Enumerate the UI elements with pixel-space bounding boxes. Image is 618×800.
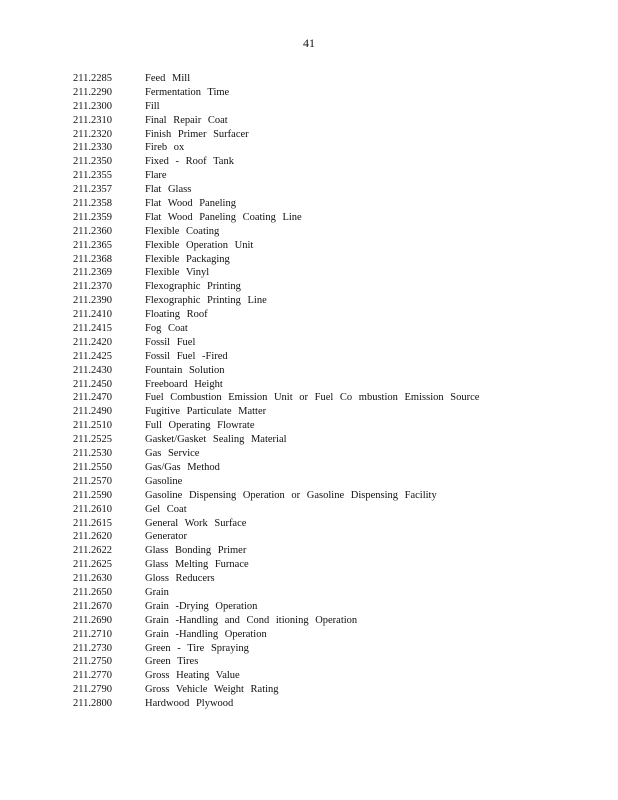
list-item [73,558,598,572]
section-code: 211.2570 [73,475,112,487]
list-item [73,503,598,517]
section-code: 211.2550 [73,461,112,473]
section-code: 211.2690 [73,614,112,626]
page-number: 41 [303,36,315,50]
section-code: 211.2490 [73,406,112,418]
section-code: 211.2650 [73,586,112,598]
list-item [73,669,598,683]
defined-term: Glass Melting Furnace [145,559,249,571]
defined-term: Fermentation Time [145,86,230,98]
list-item [73,447,598,461]
defined-term: Gross Vehicle Weight Rating [145,684,279,696]
section-code: 211.2630 [73,573,112,585]
defined-term: Floating Roof [145,309,208,321]
list-item [73,72,598,86]
list-item [73,391,598,405]
list-item [73,294,598,308]
defined-term: Gas Service [145,448,200,460]
section-code: 211.2285 [73,73,112,84]
defined-term: Flexographic Printing Line [145,295,267,307]
section-code: 211.2800 [73,698,112,710]
list-item [73,100,598,114]
section-code: 211.2320 [73,128,112,140]
defined-term: Feed Mill [145,73,191,84]
section-code: 211.2425 [73,350,112,362]
defined-term: Green Tires [145,656,199,668]
section-code: 211.2350 [73,156,112,168]
defined-term: Flat Wood Paneling Coating Line [145,211,302,223]
list-item [73,364,598,378]
section-code: 211.2790 [73,684,112,696]
section-code: 211.2510 [73,420,112,432]
list-item [73,614,598,628]
defined-term: Flat Wood Paneling [145,198,236,210]
section-code: 211.2390 [73,295,112,307]
defined-term: Flexible Packaging [145,253,230,265]
list-item [73,322,598,336]
defined-term: Gloss Reducers [145,573,215,585]
list-item [73,169,598,183]
defined-term: Green - Tire Spraying [145,642,249,654]
list-item [73,350,598,364]
list-item [73,642,598,656]
section-code: 211.2470 [73,392,112,404]
list-item [73,433,598,447]
section-code: 211.2368 [73,253,112,265]
list-item [73,517,598,531]
section-code: 211.2750 [73,656,112,668]
list-item [73,419,598,433]
defined-term: Grain -Drying Operation [145,600,258,612]
section-code: 211.2625 [73,559,112,571]
list-item [73,211,598,225]
defined-term: Finish Primer Surfacer [145,128,249,140]
defined-term: Flexible Operation Unit [145,239,254,251]
list-item [73,280,598,294]
list-item [73,683,598,697]
list-item [73,378,598,392]
defined-term: Hardwood Plywood [145,698,234,710]
section-code: 211.2359 [73,211,112,223]
section-code: 211.2290 [73,86,112,98]
defined-term: Final Repair Coat [145,114,228,126]
defined-term: Glass Bonding Primer [145,545,247,557]
list-item [73,475,598,489]
defined-term: Gasoline [145,475,183,487]
defined-term: Flexible Vinyl [145,267,210,279]
defined-term: Fountain Solution [145,364,225,376]
section-code: 211.2330 [73,142,112,154]
list-item [73,586,598,600]
section-code: 211.2730 [73,642,112,654]
definitions-list [73,72,598,711]
list-item [73,183,598,197]
defined-term: Fixed - Roof Tank [145,156,234,168]
section-code: 211.2369 [73,267,112,279]
defined-term: Fossil Fuel [145,336,196,348]
list-item [73,489,598,503]
defined-term: Gas/Gas Method [145,461,220,473]
list-item [73,128,598,142]
list-item [73,336,598,350]
list-item [73,141,598,155]
list-item [73,405,598,419]
section-code: 211.2410 [73,309,112,321]
list-item [73,530,598,544]
list-item [73,197,598,211]
defined-term: Grain -Handling and Cond itioning Operation [145,614,358,626]
defined-term: Flexible Coating [145,225,220,237]
section-code: 211.2430 [73,364,112,376]
section-code: 211.2610 [73,503,112,515]
list-item [73,253,598,267]
list-item [73,600,598,614]
defined-term: Generator [145,531,187,543]
list-item [73,544,598,558]
section-code: 211.2357 [73,184,112,196]
section-code: 211.2525 [73,434,112,446]
list-item [73,86,598,100]
defined-term: Full Operating Flowrate [145,420,255,432]
defined-term: Freeboard Height [145,378,223,390]
section-code: 211.2420 [73,336,112,348]
list-item [73,114,598,128]
defined-term: Gasoline Dispensing Operation or Gasoline Dispensing Facility [145,489,437,501]
defined-term: Fill [145,100,160,112]
defined-term: Flare [145,170,167,182]
section-code: 211.2358 [73,198,112,210]
section-code: 211.2670 [73,600,112,612]
list-item [73,655,598,669]
section-code: 211.2622 [73,545,112,557]
defined-term: Fireb ox [145,142,185,154]
defined-term: Gel Coat [145,503,187,515]
section-code: 211.2710 [73,628,112,640]
section-code: 211.2620 [73,531,112,543]
list-item [73,266,598,280]
section-code: 211.2615 [73,517,112,529]
defined-term: General Work Surface [145,517,247,529]
section-code: 211.2450 [73,378,112,390]
section-code: 211.2530 [73,448,112,460]
list-item [73,461,598,475]
list-item [73,225,598,239]
defined-term: Fog Coat [145,323,188,335]
defined-term: Grain -Handling Operation [145,628,267,640]
defined-term: Fuel Combustion Emission Unit or Fuel Co mbustion Emission Source [145,392,480,404]
list-item [73,308,598,322]
section-code: 211.2310 [73,114,112,126]
defined-term: Grain [145,586,169,598]
section-code: 211.2770 [73,670,112,682]
list-item [73,155,598,169]
section-code: 211.2300 [73,100,112,112]
section-code: 211.2355 [73,170,112,182]
section-code: 211.2415 [73,323,112,335]
section-code: 211.2360 [73,225,112,237]
defined-term: Fossil Fuel -Fired [145,350,228,362]
section-code: 211.2365 [73,239,112,251]
section-code: 211.2590 [73,489,112,501]
defined-term: Gross Heating Value [145,670,240,682]
list-item [73,697,598,711]
list-item [73,239,598,253]
defined-term: Flat Glass [145,184,192,196]
list-item [73,628,598,642]
defined-term: Flexographic Printing [145,281,241,293]
section-code: 211.2370 [73,281,112,293]
defined-term: Fugitive Particulate Matter [145,406,267,418]
list-item [73,572,598,586]
defined-term: Gasket/Gasket Sealing Material [145,434,287,446]
